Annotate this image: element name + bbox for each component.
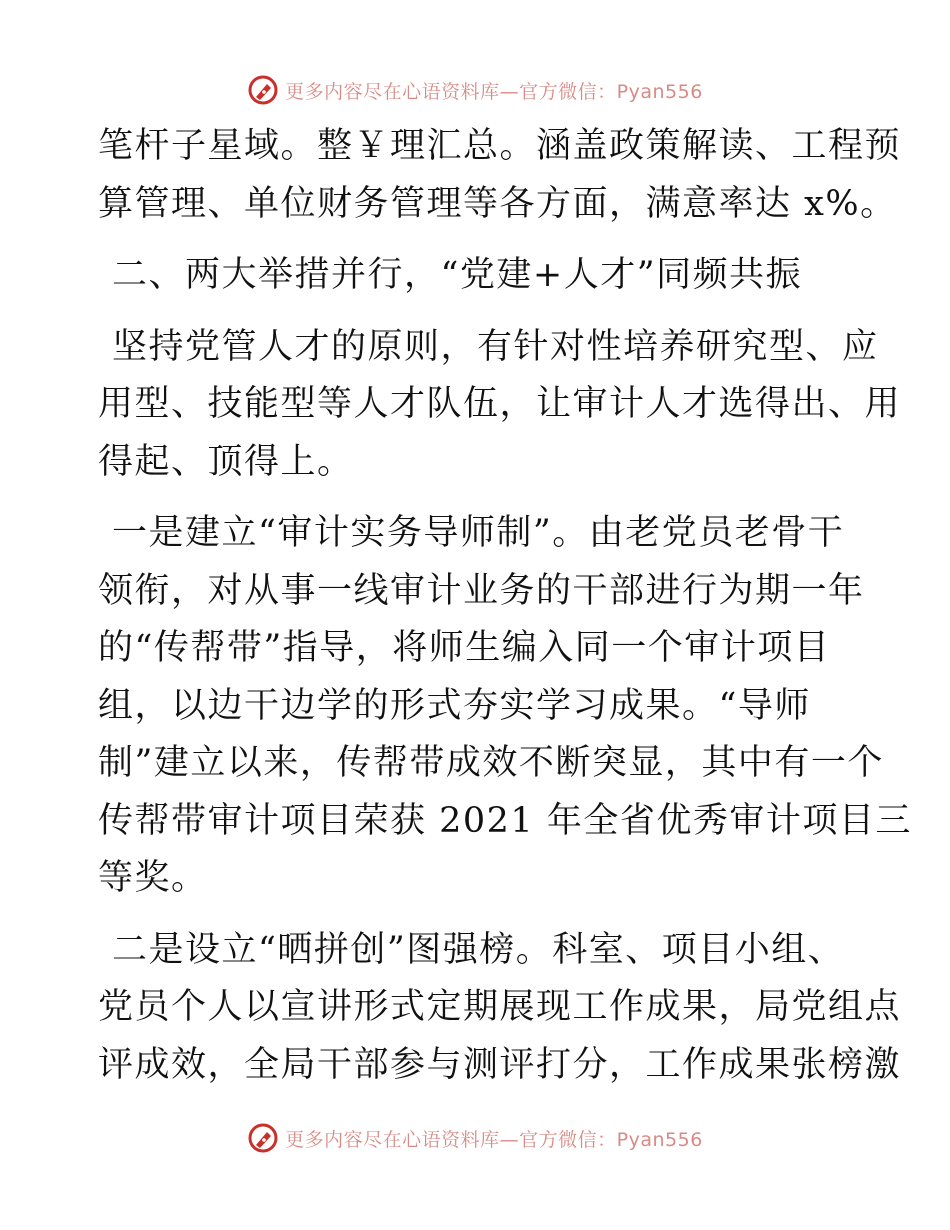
paragraph (98, 118, 902, 233)
text-line: 评成效，全局干部参与测评打分，工作成果张榜激 (98, 1044, 902, 1085)
text-line: 组，以边干边学的形式夯实学习成果。“导师 (98, 685, 811, 726)
watermark-text: 更多内容尽在心语资料库—官方微信：Pyan556 (285, 1128, 703, 1151)
text-line: 二是设立“晒拼创”图强榜。科室、项目小组、 (112, 929, 845, 970)
watermark-text: 更多内容尽在心语资料库—官方微信：Pyan556 (285, 80, 703, 103)
header-watermark (0, 74, 950, 106)
text-line: 传帮带审计项目荣获 2021 年全省优秀审计项目三 (98, 800, 912, 841)
document-body (98, 118, 912, 1094)
text-line: 二、两大举措并行，“党建+人才”同频共振 (112, 255, 803, 295)
text-line: 一是建立“审计实务导师制”。由老党员老骨干 (112, 513, 845, 553)
text-line: 笔杆子星域。整￥理汇总。涵盖政策解读、工程预 (98, 126, 902, 166)
section-heading (98, 247, 858, 305)
paragraph (98, 505, 912, 908)
text-line: 领衔，对从事一线审计业务的干部进行为期一年 (98, 570, 865, 611)
text-line: 算管理、单位财务管理等各方面，满意率达 x%。 (98, 183, 897, 224)
text-line: 党员个人以宣讲形式定期展现工作成果，局党组点 (98, 987, 902, 1027)
text-line: 等奖。 (98, 858, 208, 898)
text-line: 用型、技能型等人才队伍，让审计人才选得出、用 (98, 384, 902, 424)
text-line: 得起、顶得上。 (98, 441, 354, 482)
paragraph (98, 319, 902, 492)
pen-nib-logo-icon (247, 1122, 279, 1154)
text-line: 坚持党管人才的原则，有针对性培养研究型、应 (112, 326, 879, 367)
pen-nib-logo-icon (247, 74, 279, 106)
paragraph (98, 922, 902, 1095)
text-line: 的“传帮带”指导，将师生编入同一个审计项目 (98, 628, 831, 668)
footer-watermark (0, 1122, 950, 1154)
text-line: 制”建立以来，传帮带成效不断突显，其中有一个 (98, 743, 884, 783)
